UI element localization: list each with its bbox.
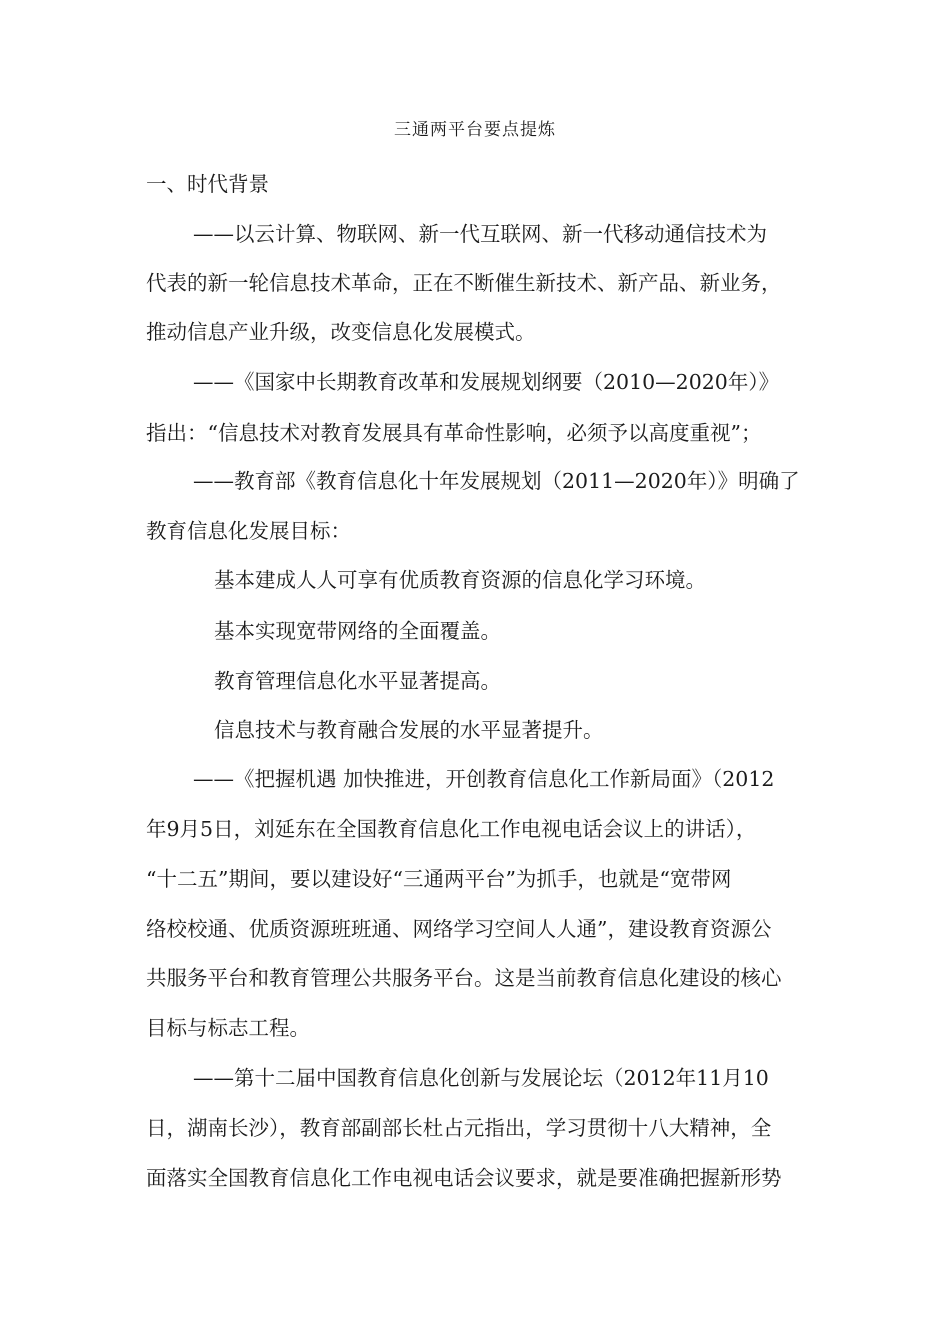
paragraph-line: 代表的新一轮信息技术革命，正在不断催生新技术、新产品、新业务， [146,271,782,295]
paragraph-line: ——以云计算、物联网、新一代互联网、新一代移动通信技术为 [193,222,767,246]
document-title: 三通两平台要点提炼 [394,120,556,140]
paragraph-line: ——《国家中长期教育改革和发展规划纲要（2010—2020年）》 [193,370,780,394]
paragraph-line: 共服务平台和教育管理公共服务平台。这是当前教育信息化建设的核心 [146,966,782,990]
paragraph-line: ——教育部《教育信息化十年发展规划（2011—2020年）》明确了 [193,469,800,493]
paragraph-line: “十二五”期间，要以建设好“三通两平台”为抓手，也就是“宽带网 [146,867,732,891]
paragraph-line: 年9月5日，刘延东在全国教育信息化工作电视电话会议上的讲话）， [146,817,757,841]
paragraph-line: 络校校通、优质资源班班通、网络学习空间人人通”，建设教育资源公 [146,917,772,941]
goal-item: 教育管理信息化水平显著提高。 [214,669,501,693]
goal-item: 信息技术与教育融合发展的水平显著提升。 [214,718,604,742]
section-heading: 一、时代背景 [146,172,269,196]
paragraph-line: ——《把握机遇 加快推进，开创教育信息化工作新局面》（2012 [193,767,775,791]
paragraph-line: ——第十二届中国教育信息化创新与发展论坛（2012年11月10 [193,1066,769,1090]
paragraph-line: 面落实全国教育信息化工作电视电话会议要求，就是要准确把握新形势 [146,1166,782,1190]
paragraph-line: 推动信息产业升级，改变信息化发展模式。 [146,320,536,344]
paragraph-line: 教育信息化发展目标： [146,519,351,543]
paragraph-line: 目标与标志工程。 [146,1016,310,1040]
paragraph-line: 日，湖南长沙），教育部副部长杜占元指出，学习贯彻十八大精神，全 [146,1116,772,1140]
goal-item: 基本实现宽带网络的全面覆盖。 [214,619,501,643]
goal-item: 基本建成人人可享有优质教育资源的信息化学习环境。 [214,568,706,592]
paragraph-line: 指出：“信息技术对教育发展具有革命性影响，必须予以高度重视”； [146,421,762,445]
